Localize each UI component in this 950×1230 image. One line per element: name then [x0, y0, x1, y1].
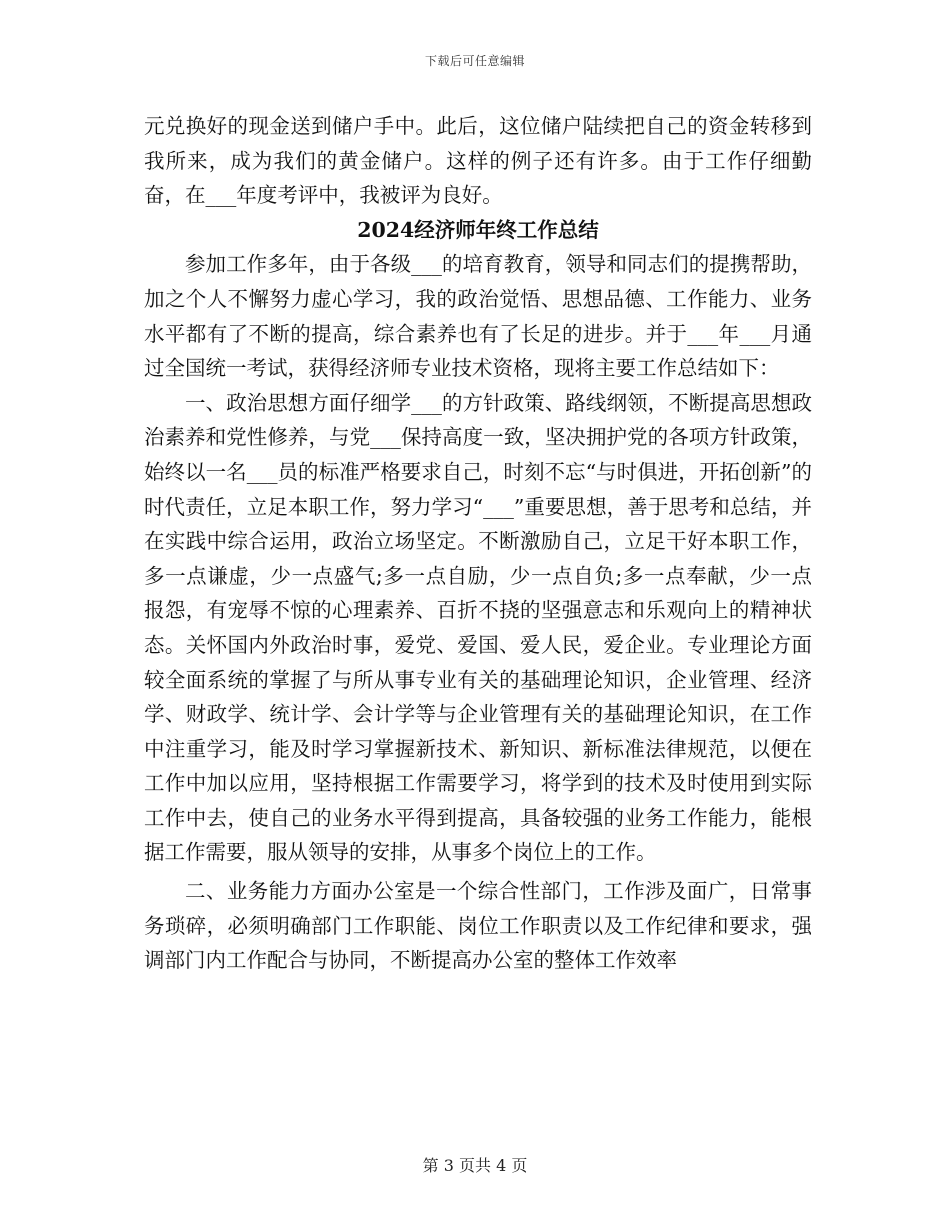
intro-paragraph: 元兑换好的现金送到储户手中。此后，这位储户陆续把自己的资金转移到我所来，成为我们的黄金储户。这样的例子还有许多。由于工作仔细勤奋，在___年度考评中，我被评为良好。	[144, 114, 812, 208]
page-footer: 第 3 页共 4 页	[422, 1156, 528, 1175]
paragraph-opening: 参加工作多年，由于各级___的培育教育，领导和同志们的提携帮助，加之个人不懈努力虚心学习，我的政治觉悟、思想品德、工作能力、业务水平都有了不断的提高，综合素养也有了长足的进步。并于___年___月通过全国统一考试，获得经济师专业技术资格，现将主要工作总结如下：	[144, 252, 812, 381]
page-header: 下载后可任意编辑	[424, 54, 525, 68]
document-body	[144, 109, 812, 978]
paragraph-political: 一、政治思想方面仔细学___的方针政策、路线纲领，不断提高思想政治素养和党性修养，与党___保持高度一致，坚决拥护党的各项方针政策，始终以一名___员的标准严格要求自己，时刻不忘“与时俱进，开拓创新”的时代责任，立足本职工作，努力学习“___”重要思想，善于思考和总结，并在实践中综合运用，政治立场坚定。不断激励自己，立足干好本职工作，多一点谦虚，少一点盛气;多一点自励，少一点自负;多一点奉献，少一点报怨，有宠辱不惊的心理素养、百折不挠的坚强意志和乐观向上的精神状态。关怀国内外政治时事，爱党、爱国、爱人民，爱企业。专业理论方面较全面系统的掌握了与所从事专业有关的基础理论知识，企业管理、经济学、财政学、统计学、会计学等与企业管理有关的基础理论知识，在工作中注重学习，能及时学习掌握新技术、新知识、新标准法律规范，以便在工作中加以应用，坚持根据工作需要学习，将学到的技术及时使用到实际工作中去，使自己的业务水平得到提高，具备较强的业务工作能力，能根据工作需要，服从领导的安排，从事多个岗位上的工作。	[144, 390, 812, 865]
paragraph-business: 二、业务能力方面办公室是一个综合性部门，工作涉及面广，日常事务琐碎，必须明确部门工作职能、岗位工作职责以及工作纪律和要求，强调部门内工作配合与协同，不断提高办公室的整体工作效率	[144, 879, 812, 973]
document-title: 2024经济师年终工作总结	[357, 217, 599, 242]
